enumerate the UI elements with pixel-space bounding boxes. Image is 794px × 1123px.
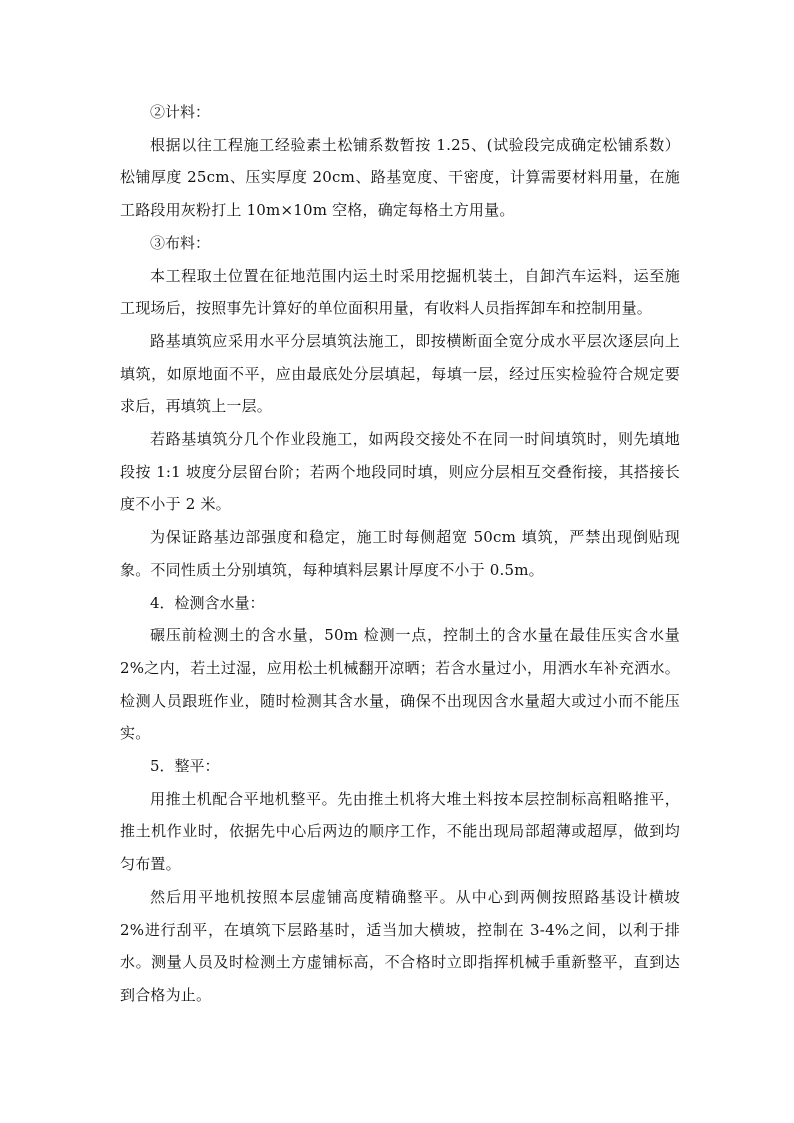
paragraph-grader-leveling: 然后用平地机按照本层虚铺高度精确整平。从中心到两侧按照路基设计横坡 2%进行刮平，在填筑下层路基时，适当加大横坡，控制在 3-4%之间，以利于排水。测量人员及时检测土方虚铺标高，不合格时立即指挥机械手重新整平，直到达到合格为止。 (120, 887, 680, 1004)
section-heading-measure-material: ②计料： (150, 103, 211, 121)
section-heading-moisture-check: 4．检测含水量： (150, 593, 265, 612)
document-page (120, 96, 680, 1012)
paragraph-edge-widening: 为保证路基边部强度和稳定，施工时每侧超宽 50cm 填筑，严禁出现倒贴现象。不同性质土分别填筑，每种填料层累计厚度不小于 0.5m。 (120, 528, 680, 579)
paragraph-measure-material: 根据以往工程施工经验素土松铺系数暂按 1.25、(试验段完成确定松铺系数）松铺厚度 25cm、压实厚度 20cm、路基宽度、干密度，计算需要材料用量，在施工路段用灰粉打上 10m×10m 空格，确定每格土方用量。 (120, 135, 680, 220)
paragraph-layered-filling: 路基填筑应采用水平分层填筑法施工，即按横断面全宽分成水平层次逐层向上填筑，如原地面不平，应由最底处分层填起，每填一层，经过压实检验符合规定要求后，再填筑上一层。 (120, 331, 680, 416)
paragraph-section-joints: 若路基填筑分几个作业段施工，如两段交接处不在同一时间填筑时，则先填地段按 1:1 坡度分层留台阶；若两个地段同时填，则应分层相互交叠衔接，其搭接长度不小于 2 米。 (120, 430, 680, 514)
section-heading-leveling: 5．整平： (150, 757, 220, 776)
paragraph-bulldozer-leveling: 用推土机配合平地机整平。先由推土机将大堆土料按本层控制标高粗略推平，推土机作业时，依据先中心后两边的顺序工作，不能出现局部超薄或超厚，做到均匀布置。 (120, 789, 680, 874)
paragraph-soil-source: 本工程取土位置在征地范围内运土时采用挖掘机装土，自卸汽车运料，运至施工现场后，按照事先计算好的单位面积用量，有收料人员指挥卸车和控制用量。 (120, 266, 680, 318)
paragraph-moisture-check: 碾压前检测土的含水量，50m 检测一点，控制土的含水量在最佳压实含水量 2%之内，若土过湿，应用松土机械翻开凉晒；若含水量过小，用洒水车补充洒水。检测人员跟班作业，随时检测其含水量，确保不出现因含水量超大或过小而不能压实。 (120, 626, 680, 743)
section-heading-distribute-material: ③布料： (150, 233, 211, 252)
